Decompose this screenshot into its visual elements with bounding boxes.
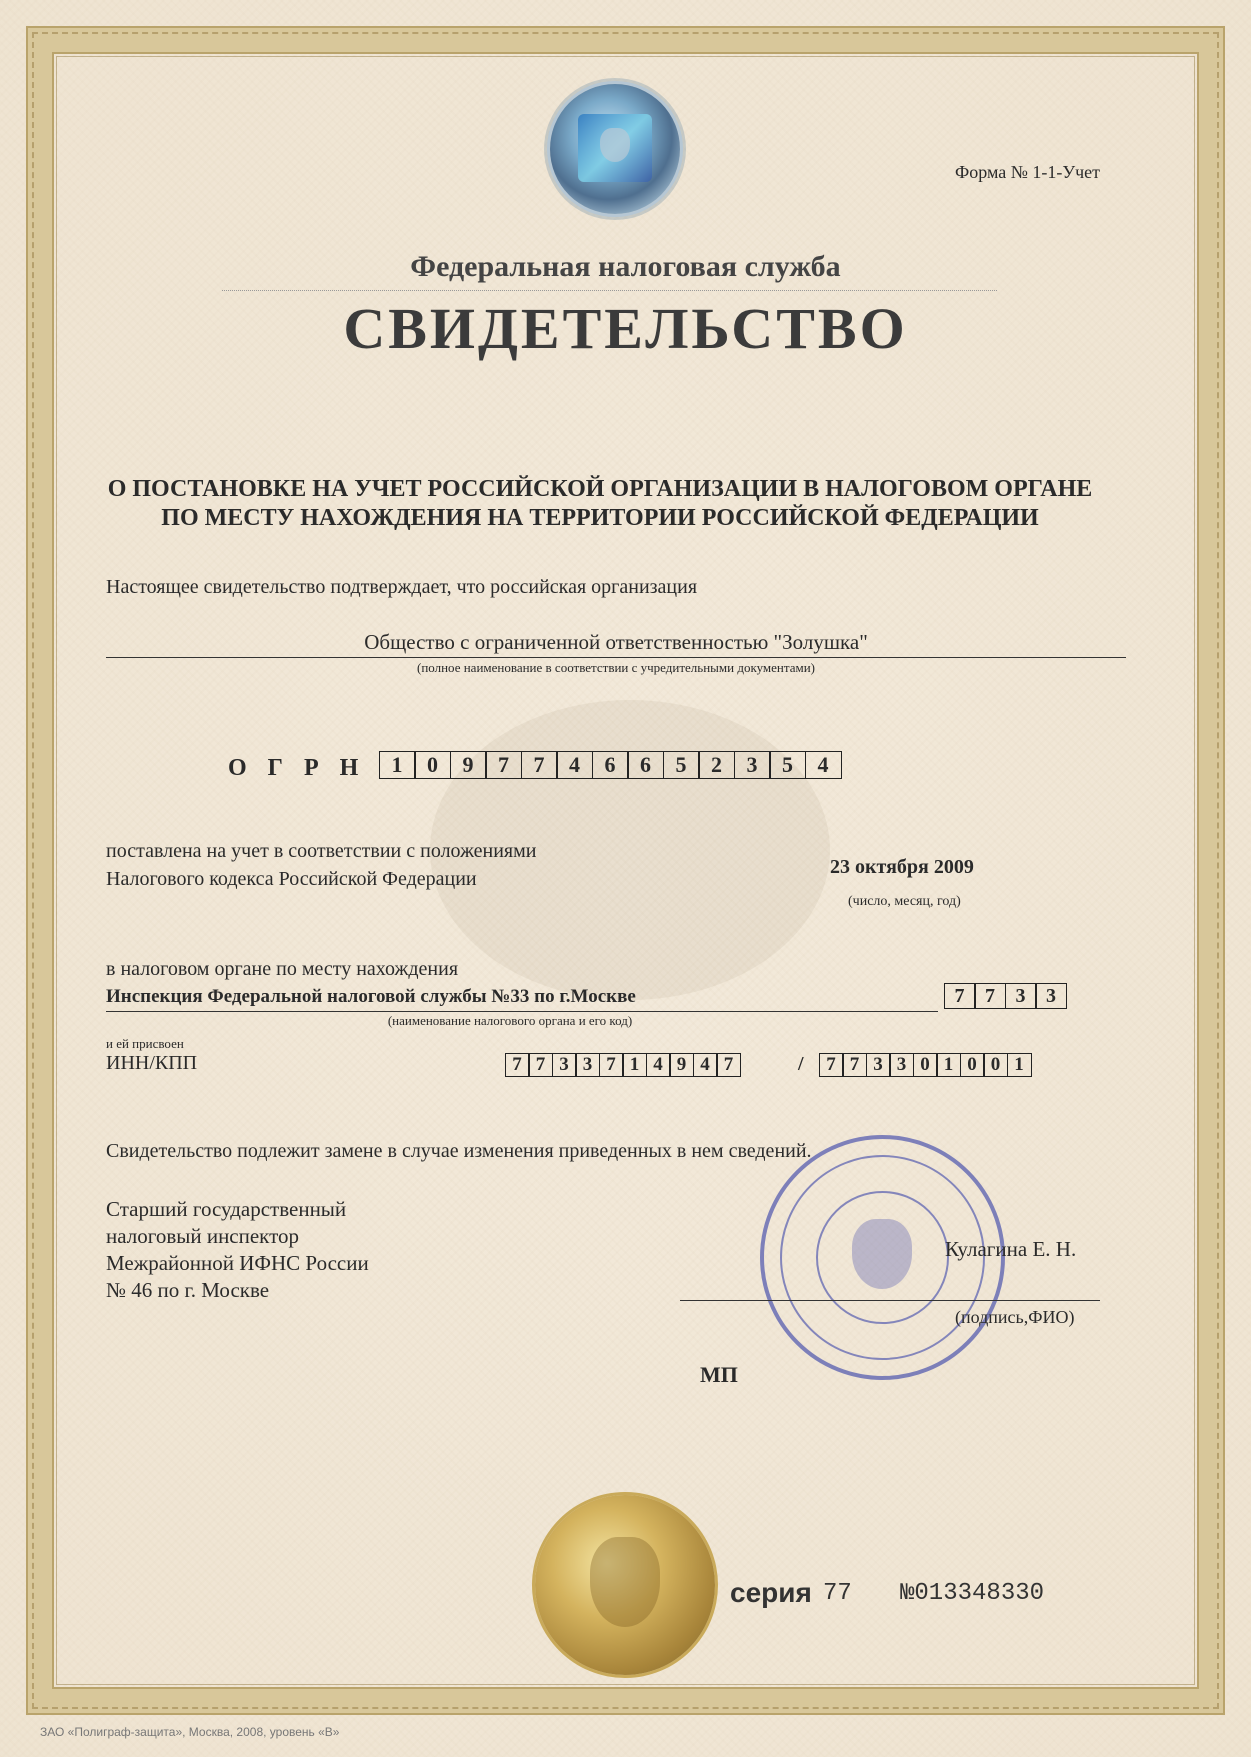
signature-caption: (подпись,ФИО) (955, 1307, 1075, 1327)
ogrn-digit: 5 (769, 751, 806, 779)
kpp-digit: 3 (866, 1053, 891, 1077)
intro-text: Настоящее свидетельство подтверждает, что российская организация (106, 576, 698, 598)
inspector-line-1: Старший государственный (106, 1197, 347, 1221)
authority-code-boxes (945, 983, 1067, 1009)
inn-digit: 7 (505, 1053, 530, 1077)
ogrn-digit: 1 (379, 751, 416, 779)
organization-caption: (полное наименование в соответствии с учредительными документами) (416, 660, 815, 675)
inn-digit: 3 (552, 1053, 577, 1077)
agency-name: Федеральная налоговая служба (410, 250, 841, 283)
certificate-number: №013348330 (900, 1580, 1045, 1607)
signature-line (680, 1300, 1100, 1301)
eagle-icon (600, 128, 630, 162)
ogrn-digit: 6 (627, 751, 664, 779)
authority-code-digit: 3 (1035, 983, 1067, 1009)
eagle-icon (590, 1537, 660, 1627)
printer-note: ЗАО «Полиграф-защита», Москва, 2008, уровень «В» (40, 1725, 340, 1739)
certificate-subheading: О ПОСТАНОВКЕ НА УЧЕТ РОССИЙСКОЙ ОРГАНИЗАЦИИ В НАЛОГОВОМ ОРГАНЕ ПО МЕСТУ НАХОЖДЕНИЯ НА ТЕРРИТОРИИ РОССИЙСКОЙ ФЕДЕРАЦИИ (107, 476, 1093, 531)
inn-digit: 1 (622, 1053, 647, 1077)
kpp-digit: 0 (960, 1053, 985, 1077)
ogrn-digit: 2 (698, 751, 735, 779)
kpp-boxes (820, 1053, 1032, 1077)
gold-seal (535, 1495, 715, 1675)
inn-digit: 7 (599, 1053, 624, 1077)
inspector-line-4: № 46 по г. Москве (106, 1278, 270, 1302)
inspector-block (106, 1196, 369, 1304)
inn-kpp-label: ИНН/КПП (106, 1052, 198, 1074)
authority-underline (106, 1011, 938, 1012)
inspector-line-3: Межрайонной ИФНС России (106, 1251, 369, 1275)
authority-code-digit: 3 (1005, 983, 1037, 1009)
series-value: 77 (823, 1580, 852, 1607)
kpp-digit: 1 (1007, 1053, 1032, 1077)
ogrn-digit: 4 (805, 751, 842, 779)
organization-name: Общество с ограниченной ответственностью "Золушка" (364, 630, 868, 654)
stamp-place-label: МП (700, 1362, 738, 1387)
form-number: Форма № 1-1-Учет (955, 162, 1101, 182)
inspector-line-2: налоговый инспектор (106, 1224, 300, 1248)
series-label: серия (730, 1577, 812, 1608)
authority-caption: (наименование налогового органа и его код) (387, 1013, 633, 1028)
ogrn-digit: 7 (521, 751, 558, 779)
organization-underline (106, 657, 1126, 658)
authority-name: Инспекция Федеральной налоговой службы №33 по г.Москве (106, 986, 636, 1007)
authority-code-digit: 7 (944, 983, 976, 1009)
kpp-digit: 0 (913, 1053, 938, 1077)
assigned-label: и ей присвоен (106, 1036, 184, 1051)
agency-divider (222, 290, 997, 291)
registration-date-caption: (число, месяц, год) (848, 894, 961, 909)
kpp-digit: 3 (889, 1053, 914, 1077)
eagle-icon (852, 1219, 912, 1289)
certificate-title: СВИДЕТЕЛЬСТВО (343, 296, 908, 361)
inn-digit: 9 (669, 1053, 694, 1077)
inn-kpp-separator: / (798, 1053, 804, 1075)
ogrn-digit: 3 (734, 751, 771, 779)
ogrn-digit: 6 (592, 751, 629, 779)
kpp-digit: 7 (819, 1053, 844, 1077)
replacement-note: Свидетельство подлежит замене в случае изменения приведенных в нем сведений. (106, 1140, 812, 1162)
ogrn-digit: 7 (485, 751, 522, 779)
inn-boxes (506, 1053, 741, 1077)
signer-name: Кулагина Е. Н. (945, 1237, 1077, 1261)
kpp-digit: 1 (936, 1053, 961, 1077)
ogrn-label: ОГРН (228, 755, 380, 781)
registration-text-2: Налогового кодекса Российской Федерации (106, 868, 477, 890)
registration-text-1: поставлена на учет в соответствии с положениями (106, 840, 537, 862)
inn-digit: 7 (716, 1053, 741, 1077)
inn-digit: 3 (575, 1053, 600, 1077)
ogrn-digit: 0 (414, 751, 451, 779)
inn-digit: 7 (528, 1053, 553, 1077)
authority-intro: в налоговом органе по месту нахождения (106, 958, 459, 980)
inn-digit: 4 (646, 1053, 671, 1077)
ogrn-digit: 5 (663, 751, 700, 779)
authority-code-digit: 7 (974, 983, 1006, 1009)
ogrn-digit: 4 (556, 751, 593, 779)
registration-date: 23 октября 2009 (830, 856, 974, 878)
ogrn-digit: 9 (450, 751, 487, 779)
kpp-digit: 7 (842, 1053, 867, 1077)
inn-digit: 4 (693, 1053, 718, 1077)
hologram-emblem (550, 84, 680, 214)
kpp-digit: 0 (983, 1053, 1008, 1077)
ogrn-boxes (380, 751, 842, 779)
